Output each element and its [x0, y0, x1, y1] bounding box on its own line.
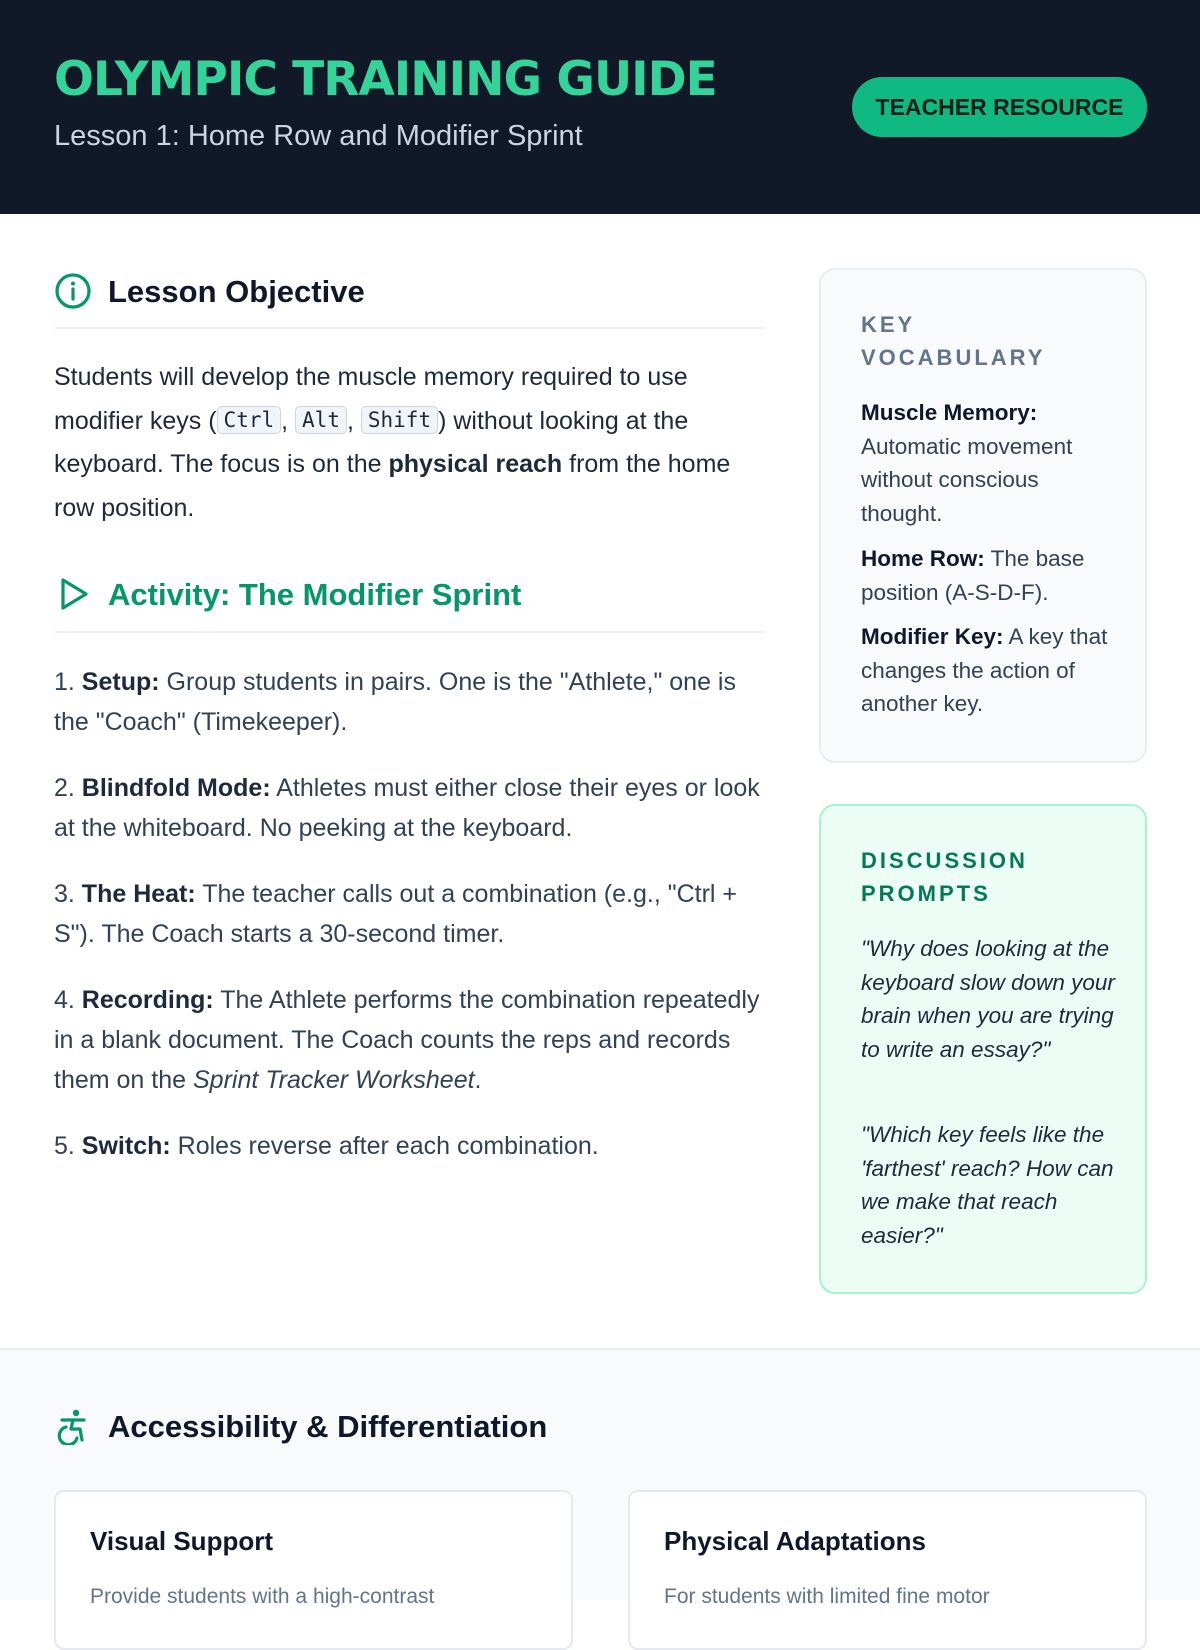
- vocabulary-item: [861, 542, 1121, 609]
- step-text: .: [474, 1066, 482, 1094]
- objective-paragraph: [54, 356, 759, 530]
- key-separator: ,: [346, 406, 361, 435]
- activity-step: [54, 768, 766, 848]
- play-icon: [54, 575, 92, 613]
- step-text: The Athlete performs the combination repeatedly in a blank document. The Coach counts the reps and records them on the: [54, 986, 760, 1094]
- discussion-label: DISCUSSION PROMPTS: [861, 848, 1028, 906]
- accessibility-heading-row: [54, 1407, 547, 1445]
- step-text: The teacher calls out a combination (e.g., "Ctrl + S"). The Coach starts a 30-second timer.: [54, 880, 738, 948]
- vocabulary-label: KEY VOCABULARY: [861, 312, 1046, 370]
- step-label: Setup:: [81, 668, 160, 696]
- objective-text-part: from the home row position.: [54, 450, 731, 522]
- vocabulary-term: Home Row:: [861, 546, 985, 571]
- step-label: Blindfold Mode:: [81, 774, 271, 802]
- vocabulary-definition: Automatic movement without conscious thought.: [861, 433, 1073, 526]
- shift-key: Shift: [361, 406, 438, 434]
- physical-adaptations-card: [628, 1490, 1147, 1650]
- step-text: Group students in pairs. One is the "Athlete," one is the "Coach" (Timekeeper).: [54, 668, 736, 736]
- worksheet-name: Sprint Tracker Worksheet: [192, 1066, 475, 1094]
- step-number: 5.: [54, 1132, 82, 1160]
- step-label: The Heat:: [81, 880, 196, 908]
- teacher-resource-badge: TEACHER RESOURCE: [852, 77, 1147, 137]
- activity-step: [54, 1126, 766, 1166]
- vocabulary-definition: The base position (A-S-D-F).: [861, 546, 1085, 605]
- activity-heading: Activity: The Modifier Sprint: [108, 576, 522, 612]
- header: [0, 0, 1200, 214]
- vocabulary-definition: A key that changes the action of another key.: [861, 624, 1108, 716]
- discussion-prompt: "Why does looking at the keyboard slow down your brain when you are trying to write an essay?": [861, 936, 1115, 1062]
- discussion-prompt: "Which key feels like the 'farthest' reach? How can we make that reach easier?": [861, 1122, 1114, 1248]
- step-label: Recording:: [81, 986, 214, 1014]
- vocabulary-item: [861, 396, 1121, 530]
- card-text: Provide students with a high-contrast: [90, 1585, 435, 1608]
- step-number: 3.: [54, 880, 82, 908]
- card-text: For students with limited fine motor: [664, 1585, 990, 1608]
- activity-heading-row: [54, 575, 521, 613]
- objective-emphasis: physical reach: [388, 450, 563, 478]
- guide-title: OLYMPIC TRAINING GUIDE: [54, 52, 717, 107]
- step-text: Athletes must either close their eyes or look at the whiteboard. No peeking at the keyboard.: [54, 774, 760, 842]
- key-separator: ,: [281, 406, 296, 435]
- vocabulary-term: Muscle Memory:: [861, 400, 1038, 425]
- objective-text-part: Students will develop the muscle memory required to use modifier keys (: [54, 363, 688, 435]
- step-text: Roles reverse after each combination.: [170, 1132, 599, 1160]
- step-label: Switch:: [81, 1132, 171, 1160]
- vocabulary-item: [861, 620, 1121, 721]
- accessibility-heading: Accessibility & Differentiation: [108, 1408, 548, 1444]
- visual-support-card: [54, 1490, 573, 1650]
- card-title: Visual Support: [90, 1526, 273, 1556]
- objective-heading: Lesson Objective: [108, 273, 365, 309]
- info-icon: [54, 272, 92, 310]
- alt-key: Alt: [295, 406, 347, 434]
- activity-step: [54, 980, 766, 1100]
- lesson-subtitle: Lesson 1: Home Row and Modifier Sprint: [54, 120, 583, 152]
- step-number: 1.: [54, 668, 82, 696]
- activity-step: [54, 874, 766, 954]
- key-vocabulary-card: [819, 268, 1147, 763]
- card-title: Physical Adaptations: [664, 1526, 926, 1556]
- objective-divider: [54, 327, 766, 329]
- activity-divider: [54, 631, 766, 633]
- accessibility-icon: [54, 1407, 92, 1445]
- activity-step: [54, 662, 766, 742]
- step-number: 2.: [54, 774, 82, 802]
- step-number: 4.: [54, 986, 82, 1014]
- discussion-prompts-card: [819, 804, 1147, 1294]
- ctrl-key: Ctrl: [217, 406, 282, 434]
- objective-heading-row: [54, 272, 365, 310]
- vocabulary-term: Modifier Key:: [861, 624, 1004, 649]
- objective-text-part: ) without looking at the keyboard. The focus is on the: [54, 406, 689, 478]
